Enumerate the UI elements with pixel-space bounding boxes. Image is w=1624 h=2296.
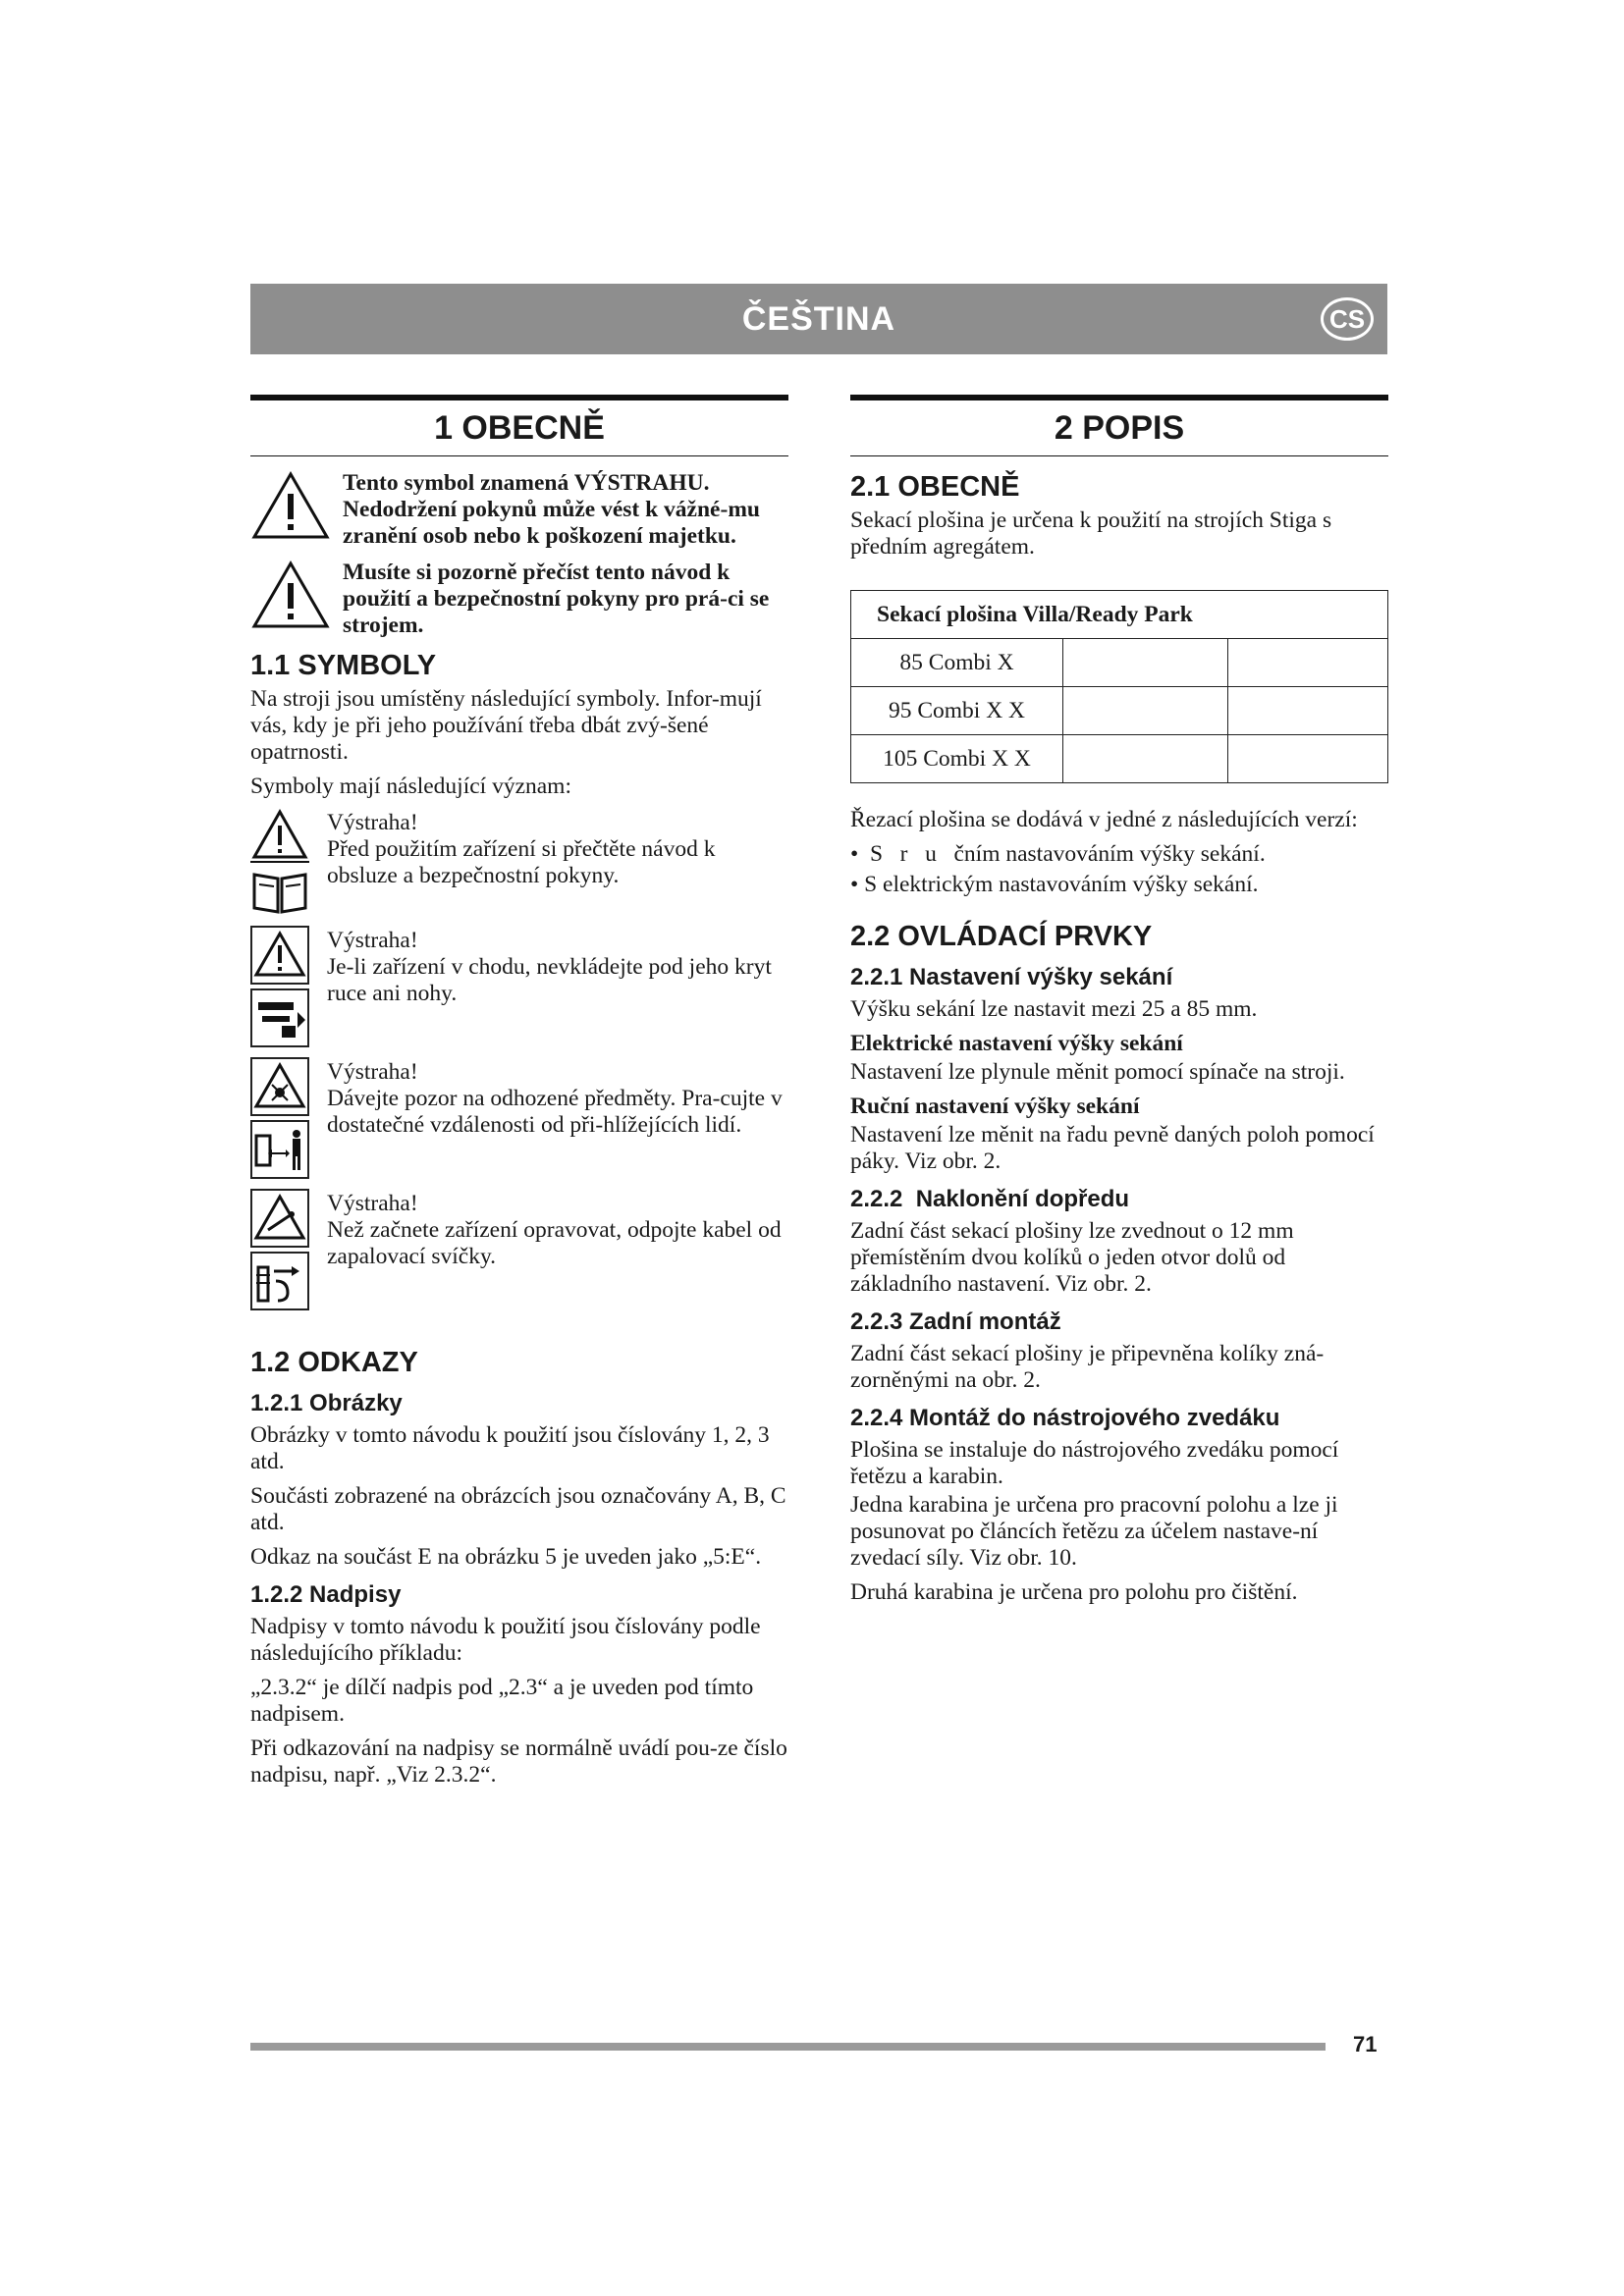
nakloneni-text: Zadní část sekací plošiny lze zvednout o 12 mm přemístěním dvou kolíků o jeden otvor dolů od základního nastavení. Viz obr. 2. bbox=[850, 1218, 1294, 1297]
footer-bar bbox=[250, 2043, 1326, 2051]
page-number: 71 bbox=[1353, 2032, 1378, 2056]
heading-zadni-montaz: 2.2.3 Zadní montáž bbox=[850, 1308, 1061, 1335]
table-row bbox=[851, 735, 1388, 783]
symbol-row-2 bbox=[250, 926, 788, 1047]
zvedak-text-3: Druhá karabina je určena pro polohu pro čištění. bbox=[850, 1579, 1298, 1605]
warning-text-1: Tento symbol znamená VÝSTRAHU. Nedodržení pokynů může vést k vážné-mu zranění osob nebo k poškození majetku. bbox=[343, 470, 760, 549]
warning-triangle-icon bbox=[250, 560, 331, 639]
section-title-description: 2 POPIS bbox=[850, 395, 1388, 456]
elektricke-text: Nastavení lze plynule měnit pomocí spínače na stroji. bbox=[850, 1059, 1345, 1085]
heading-odkazy: 1.2 ODKAZY bbox=[250, 1347, 418, 1378]
warning-block-1 bbox=[250, 470, 788, 550]
language-badge: CS bbox=[1321, 297, 1374, 341]
zvedak-text-2: Jedna karabina je určena pro pracovní polohu a lze ji posunovat po článcích řetězu za účelem nastave-ní zvedací síly. Viz obr. 10. bbox=[850, 1492, 1338, 1571]
table-row bbox=[851, 639, 1388, 687]
rucni-text: Nastavení lze měnit na řadu pevně daných poloh pomocí páky. Viz obr. 2. bbox=[850, 1122, 1375, 1174]
model-cell: 105 Combi X X bbox=[851, 735, 1063, 783]
rucni-title: Ruční nastavení výšky sekání bbox=[850, 1094, 1140, 1119]
verze-text: Řezací plošina se dodává v jedné z následujících verzí: bbox=[850, 807, 1358, 832]
vyska-text: Výšku sekání lze nastavit mezi 25 a 85 mm. bbox=[850, 996, 1258, 1022]
warning-triangle-icon bbox=[250, 808, 309, 863]
manual-book-icon bbox=[250, 867, 309, 916]
symbol-text-3: Výstraha! Dávejte pozor na odhozené předměty. Pra-cujte v dostatečné vzdálenosti od při-hlížejících lidí. bbox=[327, 1059, 783, 1138]
heading-nadpisy: 1.2.2 Nadpisy bbox=[250, 1581, 402, 1608]
nadpisy-para-2: „2.3.2“ je dílčí nadpis pod „2.3“ a je uveden pod tímto nadpisem. bbox=[250, 1675, 754, 1727]
villa-cell bbox=[1063, 639, 1228, 687]
language-banner bbox=[250, 284, 1387, 354]
symbol-row-3 bbox=[250, 1057, 788, 1179]
zvedak-text-1: Plošina se instaluje do nástrojového zvedáku pomocí řetězu a karabin. bbox=[850, 1437, 1339, 1489]
model-cell: 95 Combi X X bbox=[851, 687, 1063, 735]
thrown-objects-icon bbox=[250, 1057, 309, 1116]
symboly-intro: Na stroji jsou umístěny následující symboly. Infor-mují vás, kdy je při jeho používání třeba dbát zvý-šené opatrnosti. bbox=[250, 686, 762, 765]
heading-obrazky: 1.2.1 Obrázky bbox=[250, 1390, 403, 1416]
verze-item-1: • S r u čním nastavováním výšky sekání. bbox=[850, 841, 1266, 867]
nadpisy-para-1: Nadpisy v tomto návodu k použití jsou číslovány podle následujícího příkladu: bbox=[250, 1614, 761, 1666]
heading-nakloneni: 2.2.2 Naklonění dopředu bbox=[850, 1186, 1130, 1212]
section-title-general: 1 OBECNĚ bbox=[250, 395, 788, 456]
nadpisy-para-3: Při odkazování na nadpisy se normálně uvádí pou-ze číslo nadpisu, např. „Viz 2.3.2“. bbox=[250, 1735, 787, 1788]
park-cell bbox=[1228, 639, 1388, 687]
symboly-meaning: Symboly mají následující význam: bbox=[250, 774, 571, 799]
models-table bbox=[850, 590, 1388, 783]
left-column bbox=[250, 395, 788, 1796]
repair-warning-icon bbox=[250, 1189, 309, 1248]
heading-obecne: 2.1 OBECNĚ bbox=[850, 471, 1020, 503]
symbol-text-4: Výstraha! Než začnete zařízení opravovat, odpojte kabel od zapalovací svíčky. bbox=[327, 1191, 782, 1269]
spark-plug-icon bbox=[250, 1252, 309, 1310]
heading-symboly: 1.1 SYMBOLY bbox=[250, 650, 437, 681]
right-column bbox=[850, 395, 1388, 1614]
villa-cell bbox=[1063, 735, 1228, 783]
symbol-row-1 bbox=[250, 808, 788, 916]
warning-block-2 bbox=[250, 560, 788, 639]
symbol-text-1: Výstraha! Před použitím zařízení si přečtěte návod k obsluze a bezpečnostní pokyny. bbox=[327, 810, 716, 888]
heading-ovladaci-prvky: 2.2 OVLÁDACÍ PRVKY bbox=[850, 921, 1153, 952]
hand-blade-icon bbox=[250, 988, 309, 1047]
symbol-row-4 bbox=[250, 1189, 788, 1310]
zadni-montaz-text: Zadní část sekací plošiny je připevněna kolíky zná-zorněnými na obr. 2. bbox=[850, 1341, 1325, 1393]
banner-title: ČEŠTINA bbox=[741, 300, 896, 338]
symbol-text-2: Výstraha! Je-li zařízení v chodu, nevkládejte pod jeho kryt ruce ani nohy. bbox=[327, 928, 772, 1006]
keep-distance-icon bbox=[250, 1120, 309, 1179]
warning-text-2: Musíte si pozorně přečíst tento návod k použití a bezpečnostní pokyny pro prá-ci se strojem. bbox=[343, 560, 770, 638]
model-cell: 85 Combi X bbox=[851, 639, 1063, 687]
obecne-text: Sekací plošina je určena k použití na strojích Stiga s předním agregátem. bbox=[850, 507, 1332, 560]
table-row bbox=[851, 687, 1388, 735]
verze-item-2: • S elektrickým nastavováním výšky sekání. bbox=[850, 872, 1259, 897]
park-cell bbox=[1228, 687, 1388, 735]
warning-triangle-icon bbox=[250, 470, 331, 550]
obrazky-para-3: Odkaz na součást E na obrázku 5 je uveden jako „5:E“. bbox=[250, 1544, 762, 1570]
table-header: Sekací plošina Villa/Ready Park bbox=[851, 591, 1388, 639]
obrazky-para-2: Součásti zobrazené na obrázcích jsou označovány A, B, C atd. bbox=[250, 1483, 786, 1535]
heading-vyska: 2.2.1 Nastavení výšky sekání bbox=[850, 964, 1173, 990]
park-cell bbox=[1228, 735, 1388, 783]
warning-triangle-icon bbox=[250, 926, 309, 985]
heading-zvedak: 2.2.4 Montáž do nástrojového zvedáku bbox=[850, 1405, 1280, 1431]
villa-cell bbox=[1063, 687, 1228, 735]
elektricke-title: Elektrické nastavení výšky sekání bbox=[850, 1031, 1183, 1056]
obrazky-para-1: Obrázky v tomto návodu k použití jsou číslovány 1, 2, 3 atd. bbox=[250, 1422, 770, 1474]
